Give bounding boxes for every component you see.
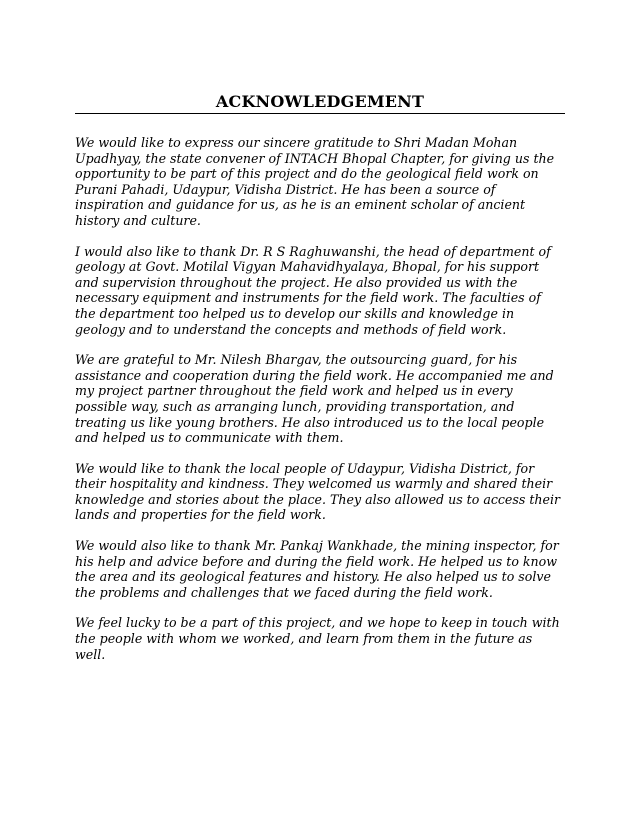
- paragraph-1: We would like to express our sincere gratitude to Shri Madan Mohan Upadhyay, the state convener of INTACH Bhopal Chapter, for giving us the opportunity to be part of this project and do the geological field work on Purani Pahadi, Udaypur, Vidisha District. He has been a source of inspiration and guidance for us, as he is an eminent scholar of ancient history and culture.: [75, 135, 555, 228]
- paragraph-4: We would like to thank the local people of Udaypur, Vidisha District, for their hospitality and kindness. They welcomed us warmly and shared their knowledge and stories about the place. They also allowed us to access their lands and properties for the field work.: [75, 460, 560, 523]
- paragraph-3: We are grateful to Mr. Nilesh Bhargav, the outsourcing guard, for his assistance and cooperation during the field work. He accompanied me and my project partner throughout the field work and helped us in every possible way, such as arranging lunch, providing transportation, and treating us like young brothers. He also introduced us to the local people and helped us to communicate with them.: [75, 352, 554, 446]
- heading-block: [75, 92, 565, 114]
- paragraph-5: We would also like to thank Mr. Pankaj Wankhade, the mining inspector, for his help and advice before and during the field work. He helped us to know the area and its geological features and history. He also helped us to solve the problems and challenges that we faced during the field work.: [75, 538, 559, 600]
- paragraph-2: I would also like to thank Dr. R S Raghuwanshi, the head of department of geology at Govt. Motilal Vigyan Mahavidhyalaya, Bhopal, for his support and supervision throughout the project. He also provided us with the necessary equipment and instruments for the field work. The faculties of the department too helped us to develop our skills and knowledge in geology and to understand the concepts and methods of field work.: [75, 243, 551, 337]
- page-title: ACKNOWLEDGEMENT: [215, 92, 425, 111]
- paragraph-6: We feel lucky to be a part of this project, and we hope to keep in touch with the people with whom we worked, and learn from them in the future as well.: [75, 615, 560, 662]
- acknowledgement-body: [75, 135, 565, 677]
